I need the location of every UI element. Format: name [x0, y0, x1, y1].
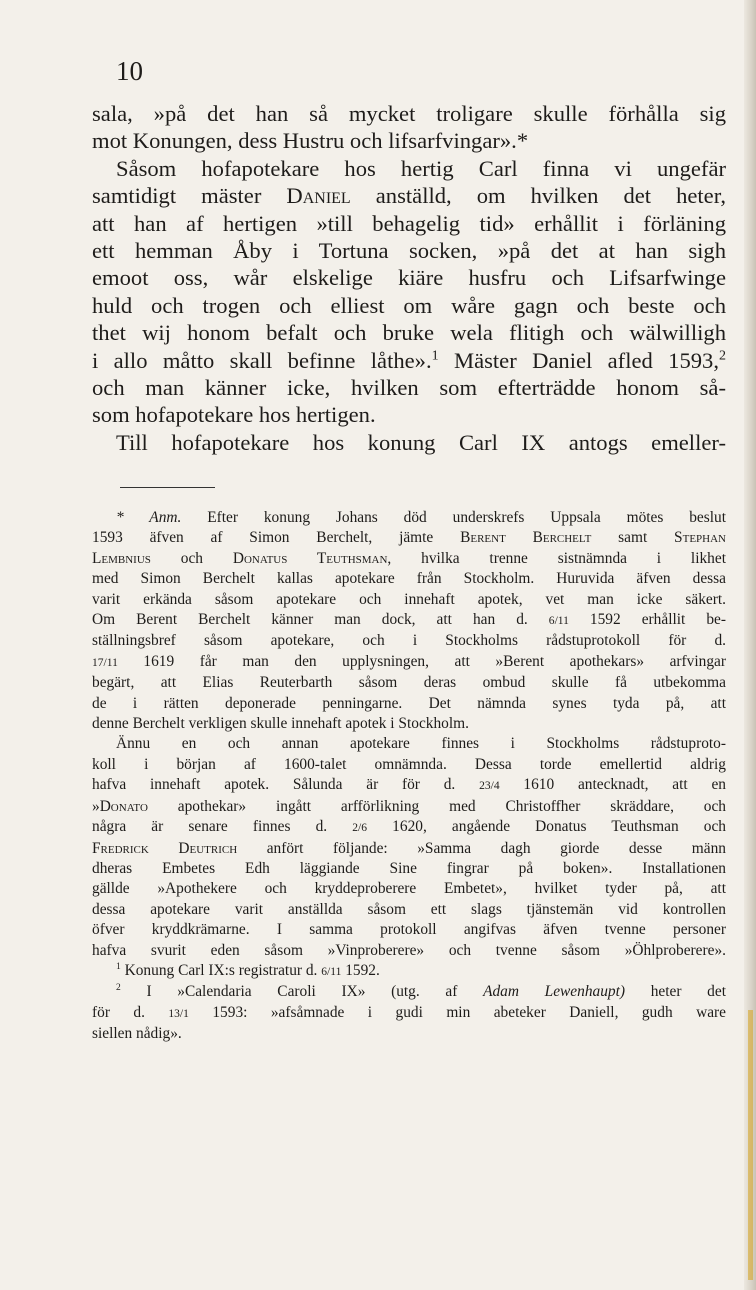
note-text: hafva innehaft apotek. Sålunda är för d.	[92, 776, 456, 794]
footnotes	[92, 508, 726, 1045]
date-fraction: 6/11	[548, 615, 569, 628]
footnote-line: hafva svurit eden såsom »Vinproberere» och tvenne såsom »Öhlproberere».	[92, 941, 726, 959]
footnote-line: gällde »Apothekere och kryddeproberere Embetet», hvilket tyder på, att	[92, 880, 726, 898]
footnote-line: siellen nådig».	[92, 1025, 182, 1043]
footnote-divider	[120, 487, 215, 488]
note-text: 1610 antecknadt, att en	[523, 776, 726, 794]
note-text: 1592.	[345, 961, 380, 979]
footnote-line	[92, 610, 726, 631]
main-line	[92, 347, 726, 374]
main-line: Såsom hofapotekare hos hertig Carl finna vi ungefär	[116, 155, 726, 181]
footnote-line: med Simon Berchelt kallas apotekare från Stockholm. Huruvida äfven dessa	[92, 570, 726, 588]
main-text-segment: Mäster Daniel afled 1593,	[453, 347, 719, 373]
footnote-line	[92, 839, 726, 859]
footnote-ref: 1	[431, 348, 439, 364]
main-line: sala, »på det han så mycket troligare skulle förhålla sig	[92, 101, 726, 126]
footnote-line: denne Berchelt verkligen skulle innehaft apotek i Stockholm.	[92, 715, 469, 733]
person-name: Daniel	[286, 183, 351, 209]
page-number: 10	[116, 56, 143, 86]
note-text: 1619 får man den upplysningen, att »Berent apothekars» arfvingar	[143, 652, 726, 670]
note-text: heter det	[650, 983, 726, 1001]
footnote-line	[92, 1003, 726, 1024]
footnote-line	[92, 961, 726, 982]
note-text: apothekar» ingått arfförlikning med Christoffher skräddare, och	[177, 797, 726, 815]
note-text: och	[180, 549, 203, 567]
main-text	[92, 100, 726, 456]
footnote-line	[92, 508, 726, 528]
main-line	[92, 182, 726, 209]
note-text: Konung Carl IX:s registratur d.	[124, 961, 318, 979]
footnote-line: öfver kryddkrämarne. I samma protokoll angifvas äfven tvenne personer	[92, 921, 726, 939]
footnote-number: 2	[116, 982, 121, 994]
main-line: mot Konungen, dess Hustru och lifsarfvingar».*	[92, 128, 529, 154]
person-name: »Donato	[92, 797, 148, 815]
main-text-segment: samtidigt mäster	[92, 183, 262, 209]
footnote-line: dessa apotekare varit anställda såsom ett slags tjänstemän vid kontrollen	[92, 900, 726, 918]
footnote-line: koll i början af 1600-talet omnämnda. Dessa torde emellertid aldrig	[92, 755, 726, 773]
footnote-line	[92, 982, 726, 1002]
main-text-segment: anställd, om hvilken det heter,	[375, 183, 726, 209]
note-text: för d.	[92, 1003, 145, 1021]
note-text: 1593 äfven af Simon Berchelt, jämte	[92, 529, 434, 547]
main-line: thet wij honom befalt och bruke wela flitigh och wälwilligh	[92, 320, 726, 346]
date-fraction: 2/6	[352, 822, 368, 835]
person-name: Stephan	[674, 529, 726, 547]
main-line: och man känner icke, hvilken som efterträdde honom så-	[92, 375, 726, 401]
footnote-line	[92, 817, 726, 838]
main-line: ett hemman Åby i Tortuna socken, »på det at han sigh	[92, 238, 726, 264]
note-text: hvilka trenne sistnämnda i likhet	[421, 549, 726, 567]
person-name: Fredrick Deutrich	[92, 839, 238, 857]
footnote-number: 1	[116, 960, 121, 972]
note-text: anfört följande: »Samma dagh giorde desse männ	[266, 839, 726, 857]
page-edge	[744, 0, 756, 1290]
main-line: att han af hertigen »till behagelig tid» erhållit i förläning	[92, 210, 726, 236]
note-text: 1593: »afsåmnade i gudi min abeteker Daniell, gudh ware	[212, 1003, 726, 1021]
note-italic: Adam Lewenhaupt)	[483, 983, 626, 1001]
main-text-segment: i allo måtto skall befinne låthe».	[92, 347, 432, 373]
footnote-line	[92, 652, 726, 673]
main-line: emoot oss, wår elskelige kiäre husfru och Lifsarfwinge	[92, 265, 726, 291]
note-text: 1620, angående Donatus Teuthsman och	[392, 818, 726, 836]
note-text: Efter konung Johans död underskrefs Uppsala mötes beslut	[207, 509, 726, 526]
person-name: Lembnius	[92, 549, 151, 567]
footnote-line: ställningsbref såsom apotekare, och i Stockholms rådstuprotokoll för d.	[92, 632, 726, 650]
footnote-line: varit erkända såsom apotekare och innehaft apotek, vet man icke säkert.	[92, 590, 726, 608]
note-label: * Anm.	[116, 509, 182, 526]
footnote-line: dheras Embetes Edh läggiande Sine fingrar på boken». Installationen	[92, 859, 726, 877]
note-text: I »Calendaria Caroli IX» (utg. af	[146, 983, 458, 1001]
footnote-line	[92, 549, 726, 569]
note-text: samt	[618, 529, 648, 547]
person-name: Berent Berchelt	[460, 529, 592, 547]
footnote-line	[92, 775, 726, 796]
date-fraction: 23/4	[479, 780, 500, 793]
note-text: Om Berent Berchelt känner man dock, att han d.	[92, 611, 528, 629]
note-text: 1592 erhållit be-	[589, 611, 726, 629]
person-name: Donatus Teuthsman,	[232, 549, 392, 567]
date-fraction: 13/1	[168, 1007, 189, 1020]
note-text: några är senare finnes d.	[92, 818, 328, 836]
footnote-line: Ännu en och annan apotekare finnes i Stockholms rådstuproto-	[116, 735, 726, 753]
footnote-line: begärt, att Elias Reuterbarth såsom deras ombud skulle få utbekomma	[92, 674, 726, 692]
date-fraction: 6/11	[321, 965, 342, 978]
main-line: som hofapotekare hos hertigen.	[92, 402, 376, 428]
footnote-line: de i rätten deponerade penningarne. Det nämnda synes tyda på, att	[92, 694, 726, 712]
footnote-ref: 2	[718, 348, 726, 364]
page-edge-tint	[748, 1010, 753, 1280]
date-fraction: 17/11	[92, 656, 118, 669]
footnote-line	[92, 528, 726, 548]
footnote-line	[92, 797, 726, 817]
main-line: Till hofapotekare hos konung Carl IX antogs emeller-	[116, 429, 726, 455]
main-line: huld och trogen och elliest om wåre gagn och beste och	[92, 292, 726, 318]
